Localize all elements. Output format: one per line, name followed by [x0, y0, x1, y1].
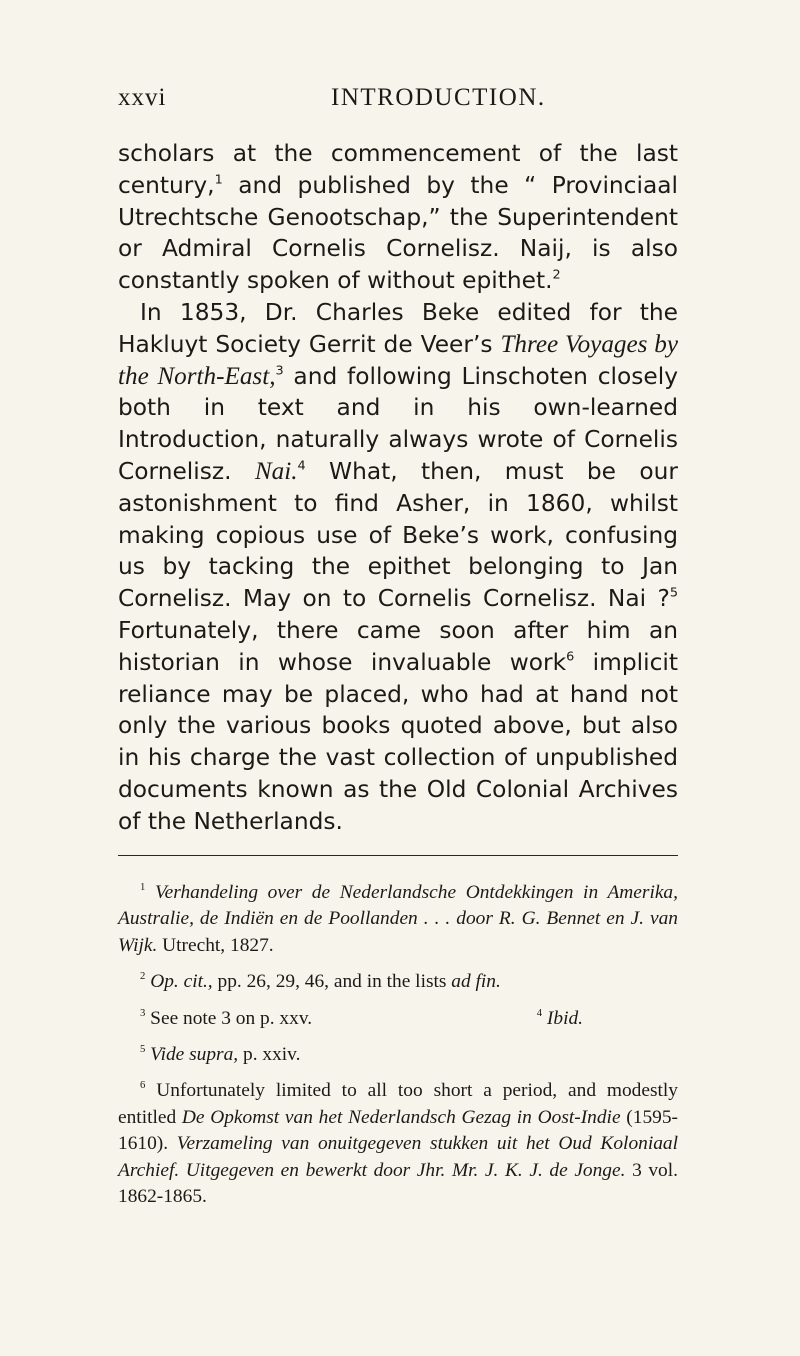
footnote-number: 4 [536, 1006, 543, 1019]
footnote-number: 3 [140, 1006, 146, 1019]
page-number: xxvi [118, 84, 167, 111]
paragraph-1 [118, 138, 678, 297]
footnote-ref-5: 5 [669, 585, 678, 601]
text-run: and following Linschoten closely both in text and in his own-learned Introduction, naturally always wrote of Cornelis Cornelisz. [118, 362, 678, 485]
footnote-italic: Op. cit., [150, 971, 213, 993]
footnote-ref-3: 3 [275, 362, 284, 378]
footnote-text: (1595-1610). [118, 1106, 678, 1155]
italic-title: Three Voyages by the North-East, [118, 330, 678, 390]
footnote-italic: ad fin. [451, 971, 501, 993]
footnote-ref-2: 2 [552, 267, 561, 283]
footnote-italic: De Opkomst van het Nederlandsch Gezag in Oost-Indie [181, 1106, 621, 1128]
text-run: and published by the “ Provinciaal Utrechtsche Genootschap,” the Superintendent or Admiral Cornelis Cornelisz. Naij, is also constantly spoken of without epithet. [118, 171, 678, 295]
footnote-italic: Verzameling van onuitgegeven stukken uit het Oud Koloniaal Archief. Uitgegeven en bewerkt door Jhr. Mr. J. K. J. de Jonge. [118, 1133, 678, 1181]
footnote-italic: Vide supra, [145, 1044, 239, 1066]
footnote-6 [118, 1078, 678, 1210]
footnote-text: 3 vol. 1862-1865. [118, 1159, 678, 1208]
footnote-row-3-4 [118, 1006, 678, 1032]
footnote-ref-4: 4 [297, 458, 306, 474]
footnote-5 [118, 1042, 678, 1068]
footnote-number: 5 [140, 1043, 146, 1056]
running-head: INTRODUCTION. [331, 84, 546, 111]
text-run: In 1853, Dr. Charles Beke edited for the Hakluyt Society Gerrit de Veer’s [118, 298, 678, 358]
footnote-2 [118, 969, 678, 995]
footnote-number: 1 [140, 881, 146, 893]
footnotes [118, 880, 678, 1220]
footnote-ref-1: 1 [214, 172, 223, 188]
footnote-text: Utrecht, 1827. [157, 934, 274, 956]
footnote-italic: Verhandeling over de Nederlandsche Ontdekkingen in Amerika, Australie, de Indiën en de Poollanden . . . door R. G. Bennet en J. van Wijk. [118, 882, 678, 956]
body-text [118, 138, 678, 838]
text-run: scholars at the commencement of the last century, [118, 140, 678, 199]
footnote-text: Unfortunately limited to all too short a period, and modestly entitled [118, 1080, 678, 1128]
footnote-1 [118, 880, 678, 959]
footnote-text: p. xxiv. [238, 1044, 301, 1066]
paragraph-2 [118, 297, 678, 838]
text-run: What, then, must be our astonishment to find Asher, in 1860, whilst making copious use of Beke’s work, confusing us by tacking the epithet belonging to Jan Cornelisz. May on to Cornelis Cornelisz. Nai ? [118, 457, 678, 613]
footnote-ref-6: 6 [566, 649, 575, 665]
footnote-3 [140, 1006, 312, 1032]
text-run: implicit reliance may be placed, who had at hand not only the various books quoted above, but also in his charge the vast collection of unpublished documents known as the Old Colonial Archives of the Netherlands. [118, 648, 678, 835]
italic-name: Nai. [254, 457, 298, 485]
footnote-number: 2 [140, 970, 146, 983]
footnote-text: See note 3 on p. xxv. [145, 1007, 313, 1029]
footnote-text: pp. 26, 29, 46, and in the lists [212, 971, 452, 993]
footnote-4 [537, 1006, 583, 1032]
footnote-italic: Ibid. [542, 1007, 583, 1029]
page-header [118, 84, 678, 124]
footnote-number: 6 [140, 1079, 146, 1092]
footnote-divider [118, 855, 678, 856]
text-run: Fortunately, there came soon after him an historian in whose invaluable work [118, 616, 678, 676]
